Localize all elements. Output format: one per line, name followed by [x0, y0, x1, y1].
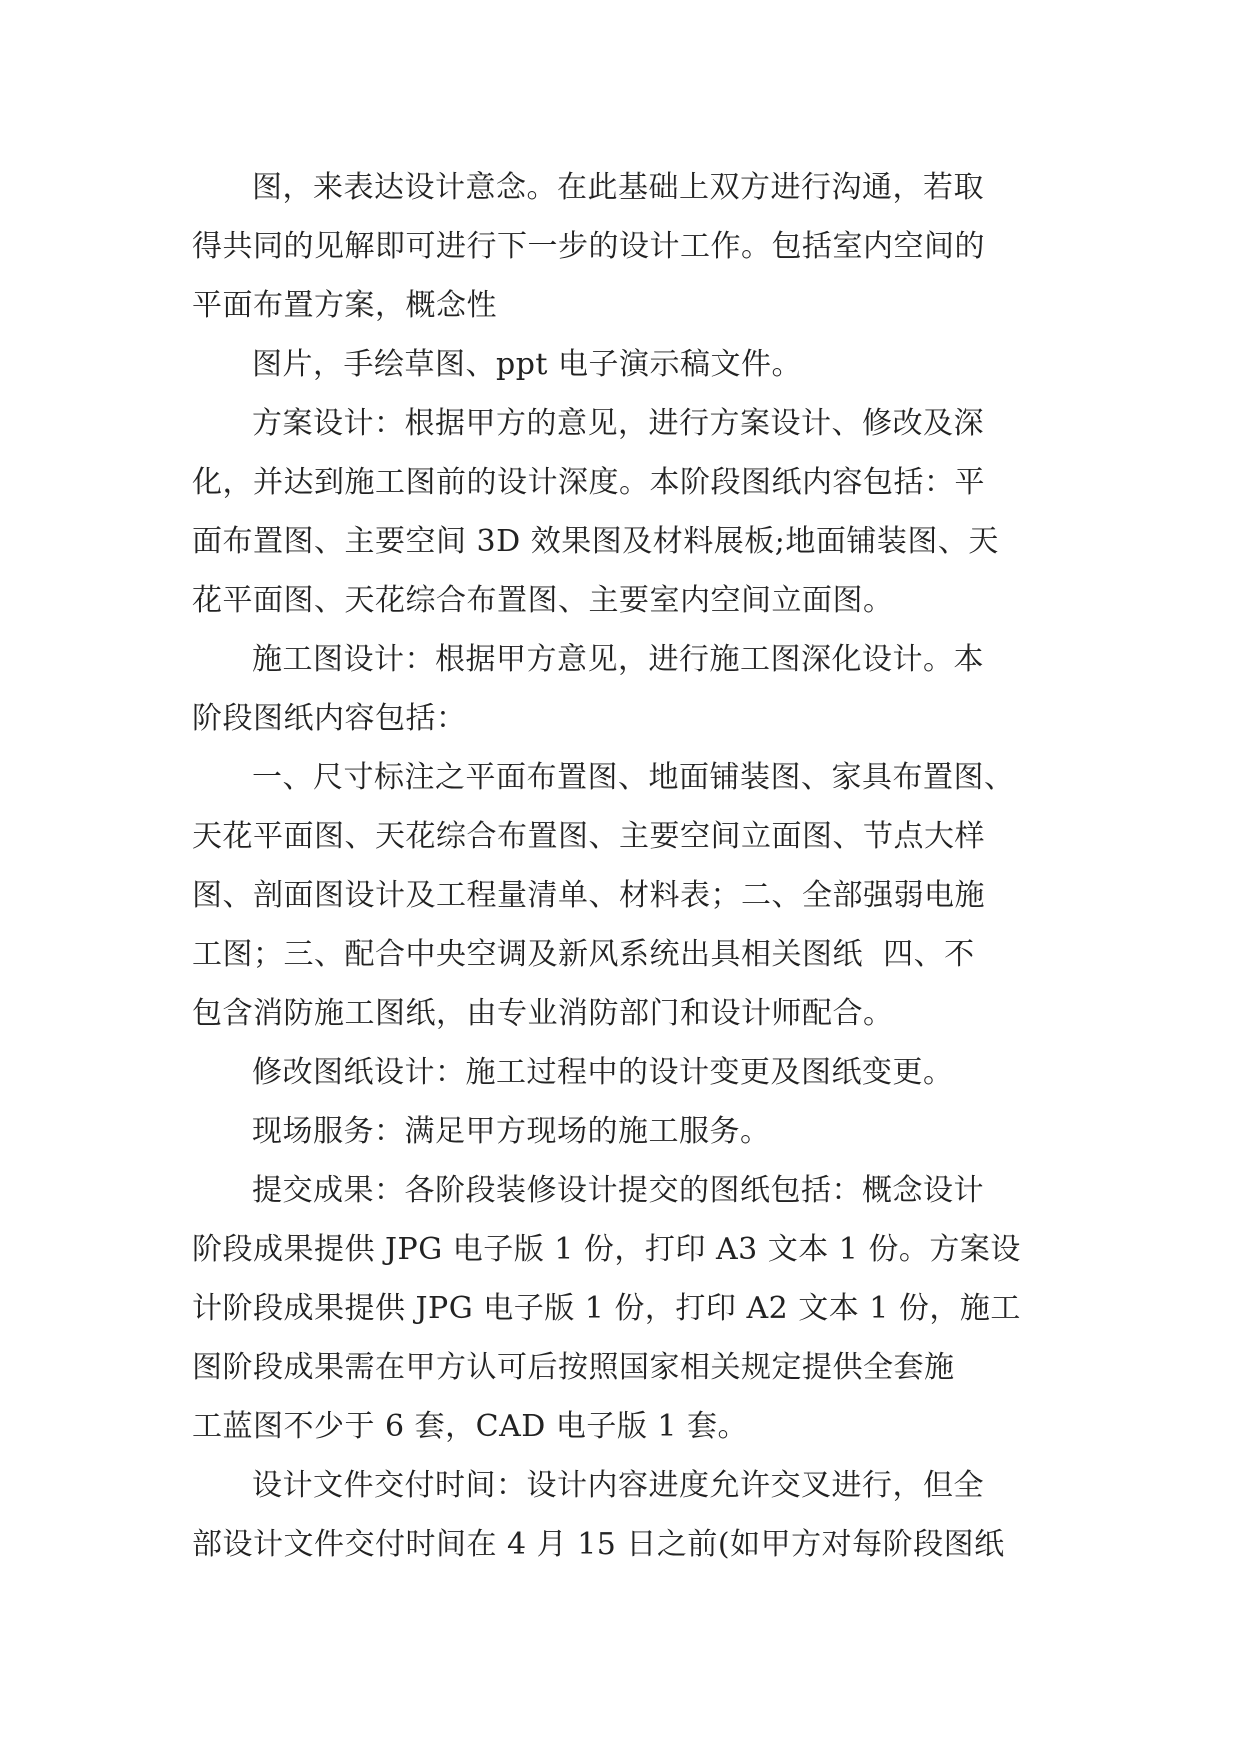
text-line: 一、尺寸标注之平面布置图、地面铺装图、家具布置图、	[252, 760, 1015, 795]
text-line: 得共同的见解即可进行下一步的设计工作。包括室内空间的	[192, 229, 985, 264]
text-line: 修改图纸设计：施工过程中的设计变更及图纸变更。	[252, 1055, 954, 1090]
text-line: 天花平面图、天花综合布置图、主要空间立面图、节点大样	[192, 819, 985, 854]
paragraph-construction-drawing-list	[192, 748, 1052, 1043]
text-line: 面布置图、主要空间 3D 效果图及材料展板;地面铺装图、天	[192, 524, 999, 559]
text-line: 平面布置方案，概念性	[192, 288, 497, 323]
text-line: 花平面图、天花综合布置图、主要室内空间立面图。	[192, 583, 894, 618]
text-line: 图，来表达设计意念。在此基础上双方进行沟通，若取	[252, 170, 984, 205]
text-line: 图阶段成果需在甲方认可后按照国家相关规定提供全套施	[192, 1350, 955, 1385]
paragraph-delivery-time	[192, 1456, 1052, 1574]
text-line: 提交成果：各阶段装修设计提交的图纸包括：概念设计	[252, 1173, 984, 1208]
paragraph-scheme-design	[192, 394, 1052, 630]
paragraph-site-service	[192, 1102, 1052, 1161]
paragraph-revision-design	[192, 1043, 1052, 1102]
text-line: 工图；三、配合中央空调及新风系统出具相关图纸 四、不	[192, 937, 975, 972]
text-line: 阶段图纸内容包括：	[192, 701, 467, 736]
text-line: 图、剖面图设计及工程量清单、材料表；二、全部强弱电施	[192, 878, 985, 913]
document-body	[192, 158, 1052, 1574]
text-line: 化，并达到施工图前的设计深度。本阶段图纸内容包括：平	[192, 465, 985, 500]
text-line: 现场服务：满足甲方现场的施工服务。	[252, 1114, 771, 1149]
paragraph-concept-design-continued	[192, 158, 1052, 335]
text-line: 施工图设计：根据甲方意见，进行施工图深化设计。本	[252, 642, 984, 677]
text-line: 部设计文件交付时间在 4 月 15 日之前(如甲方对每阶段图纸	[192, 1527, 1005, 1562]
paragraph-concept-deliverables	[192, 335, 1052, 394]
paragraph-construction-drawing-design	[192, 630, 1052, 748]
text-line: 方案设计：根据甲方的意见，进行方案设计、修改及深	[252, 406, 984, 441]
text-line: 图片，手绘草图、ppt 电子演示稿文件。	[252, 347, 802, 382]
text-line: 工蓝图不少于 6 套，CAD 电子版 1 套。	[192, 1409, 749, 1444]
text-line: 设计文件交付时间：设计内容进度允许交叉进行，但全	[252, 1468, 984, 1503]
paragraph-deliverables	[192, 1161, 1052, 1456]
text-line: 阶段成果提供 JPG 电子版 1 份，打印 A3 文本 1 份。方案设	[192, 1232, 1021, 1267]
text-line: 包含消防施工图纸，由专业消防部门和设计师配合。	[192, 996, 894, 1031]
text-line: 计阶段成果提供 JPG 电子版 1 份，打印 A2 文本 1 份，施工	[192, 1291, 1021, 1326]
